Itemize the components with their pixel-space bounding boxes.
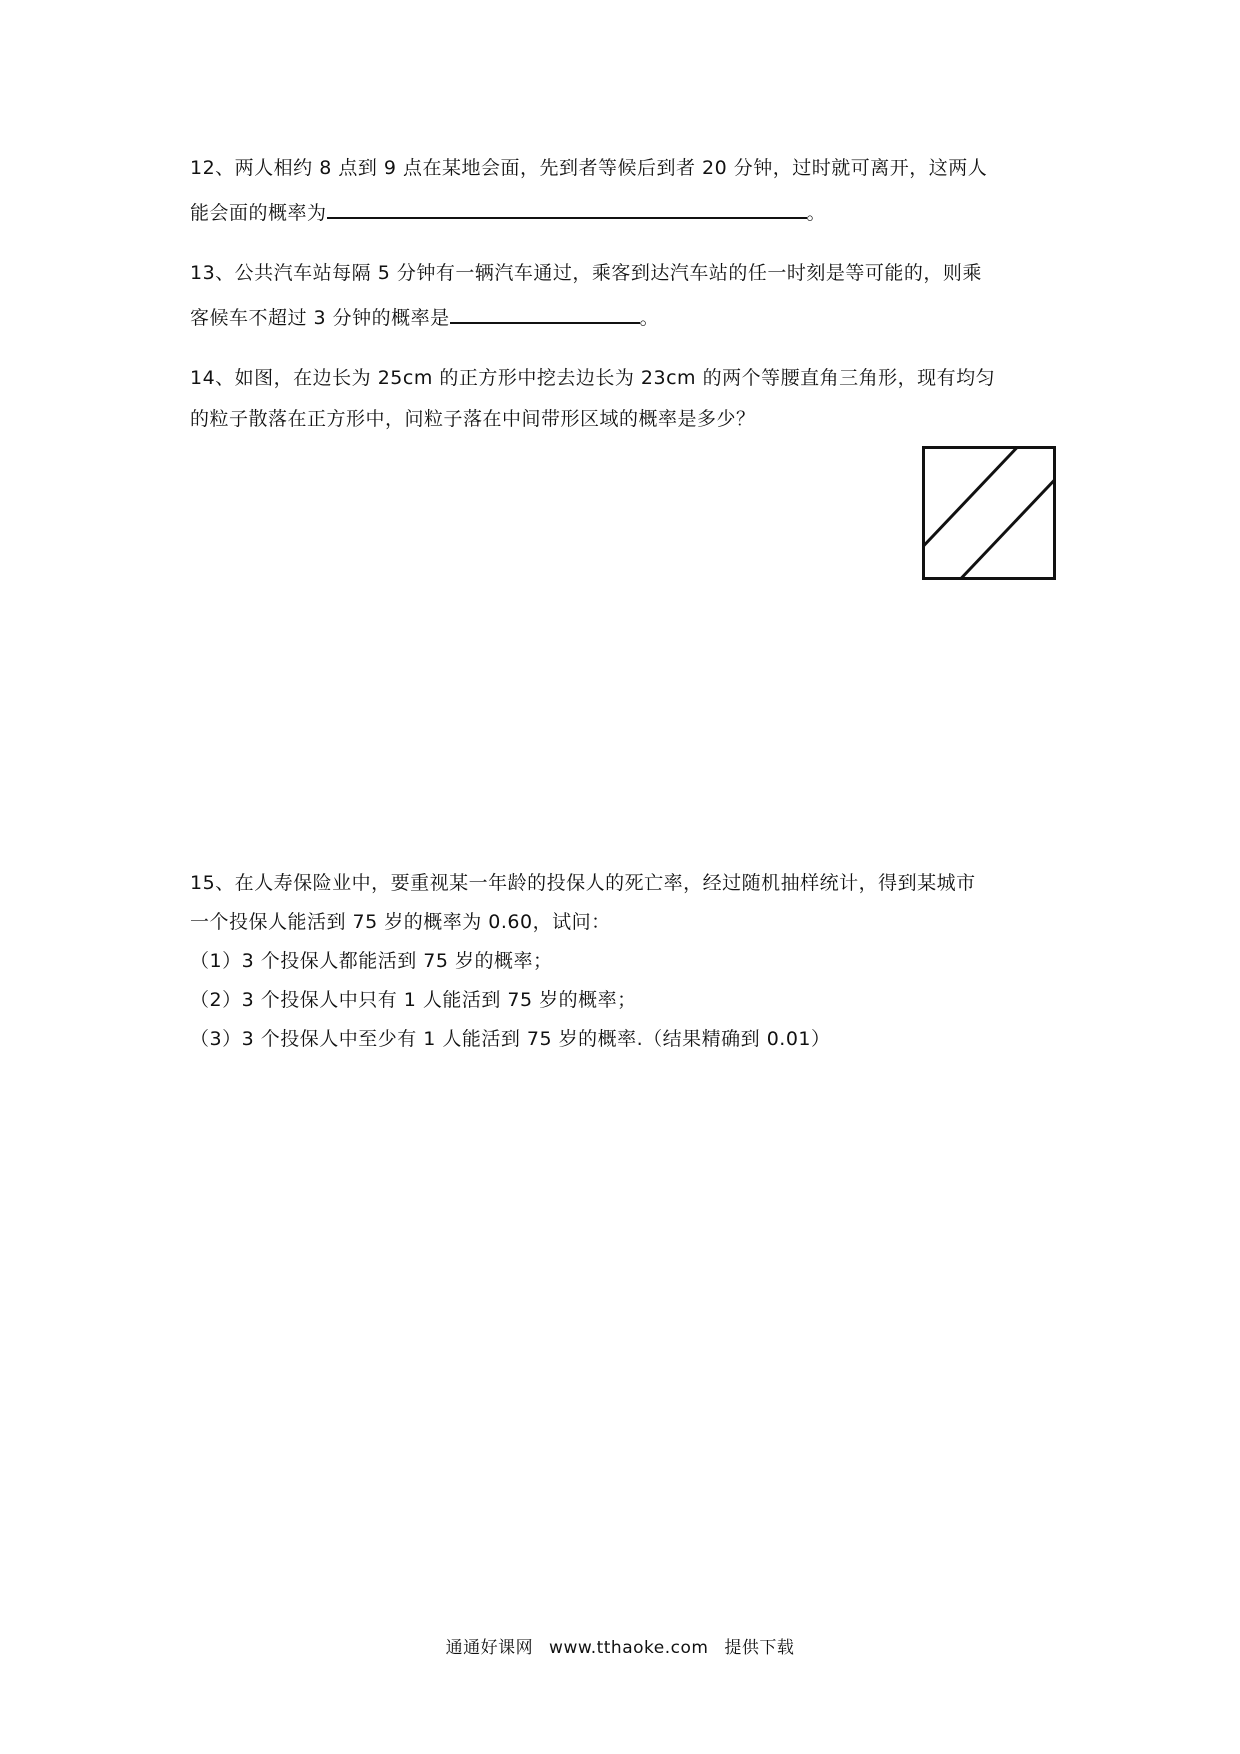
question-15-line-2: 一个投保人能活到 75 岁的概率为 0.60，试问：: [190, 911, 611, 933]
question-15-item-1: （1）3 个投保人都能活到 75 岁的概率；: [190, 950, 553, 972]
question-13-line-1: 13、公共汽车站每隔 5 分钟有一辆汽车通过，乘客到达汽车站的任一时刻是等可能的，则乘: [190, 262, 982, 284]
question-14-line-2: 的粒子散落在正方形中，问粒子落在中间带形区域的概率是多少？: [190, 408, 756, 430]
question-15-item-3: （3）3 个投保人中至少有 1 人能活到 75 岁的概率.（结果精确到 0.01）: [190, 1028, 831, 1050]
figure-diagonal-upper: [924, 448, 1018, 547]
question-12-line-1: 12、两人相约 8 点到 9 点在某地会面，先到者等候后到者 20 分钟，过时就可离开，这两人: [190, 157, 988, 179]
footer-url-link[interactable]: www.tthaoke.com: [549, 1638, 709, 1658]
question-13-suffix: 。: [639, 307, 660, 329]
answer-blank-13[interactable]: [450, 294, 640, 324]
figure-square: [924, 448, 1055, 579]
question-13-line-2: [190, 294, 1060, 339]
question-15-item-2: （2）3 个投保人中只有 1 人能活到 75 岁的概率；: [190, 989, 637, 1011]
question-14-line-1: 14、如图，在边长为 25cm 的正方形中挖去边长为 23cm 的两个等腰直角三角形，现有均匀: [190, 367, 996, 389]
question-14: [190, 358, 1060, 440]
question-13: [190, 253, 1060, 339]
question-12-line-2: [190, 189, 1060, 234]
question-12-suffix: 。: [806, 202, 827, 224]
square-band-figure: [922, 446, 1056, 580]
question-15: [190, 864, 1060, 1059]
page-footer: [0, 1633, 1240, 1658]
footer-note: 提供下载: [724, 1638, 795, 1658]
question-12: [190, 148, 1060, 234]
answer-blank-12[interactable]: [327, 189, 807, 219]
figure-diagonal-lower: [961, 480, 1055, 579]
footer-site-name: 通通好课网: [445, 1638, 534, 1658]
question-13-prefix: 客候车不超过 3 分钟的概率是: [190, 307, 450, 329]
question-12-prefix: 能会面的概率为: [190, 202, 327, 224]
question-15-line-1: 15、在人寿保险业中，要重视某一年龄的投保人的死亡率，经过随机抽样统计，得到某城市: [190, 872, 976, 894]
